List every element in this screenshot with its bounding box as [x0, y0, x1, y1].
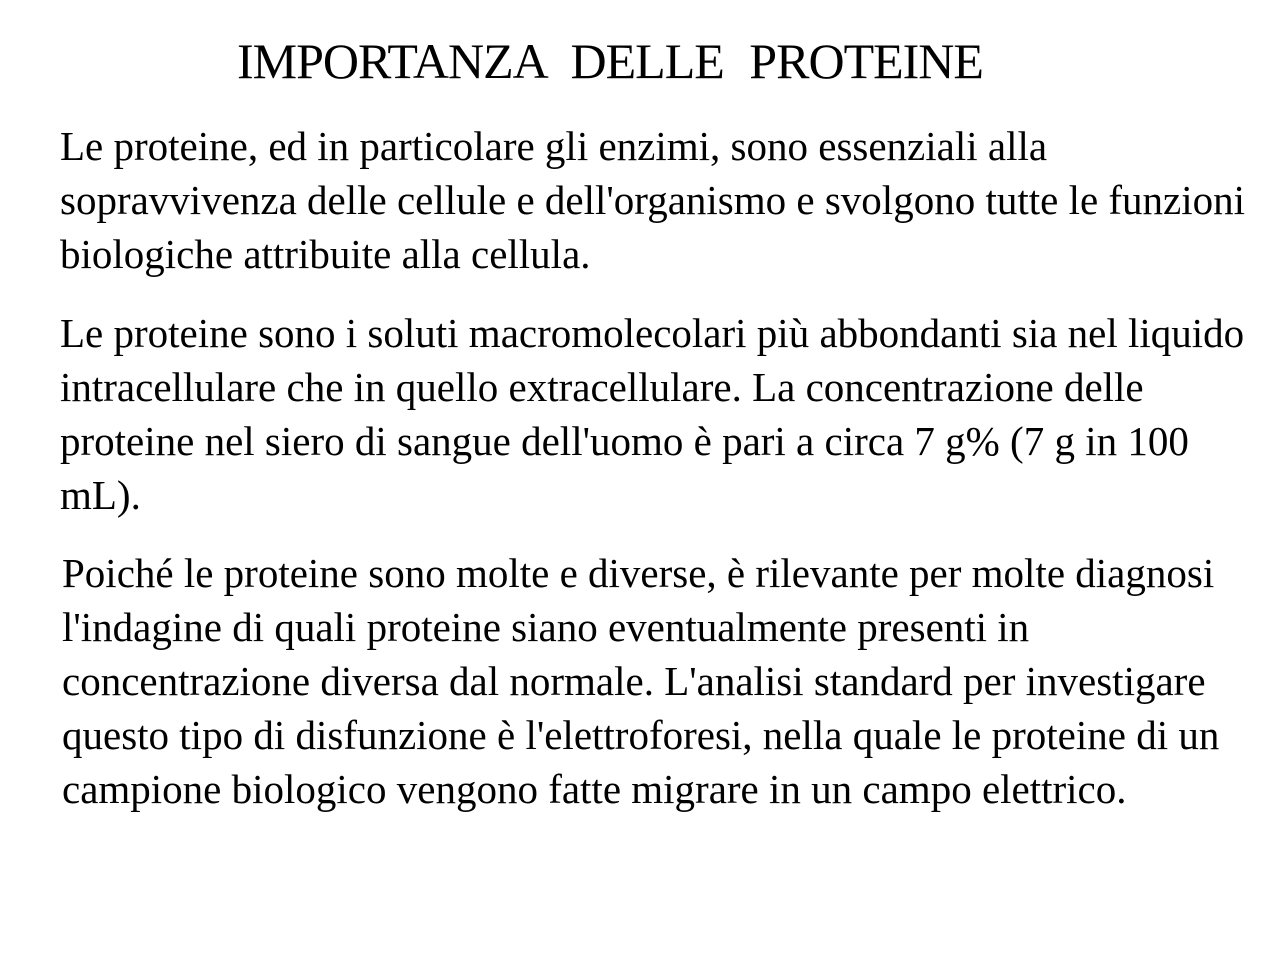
paragraph-concentration: Le proteine sono i soluti macromolecolari più abbondanti sia nel liquido intracellulare che in quello extracellulare. La concentrazione delle proteine nel siero di sangue dell'uomo è pari a circa 7 g% (7 g in 100 mL).	[60, 310, 1245, 518]
slide-title: IMPORTANZA DELLE PROTEINE	[237, 33, 983, 89]
paragraph-enzymes: Le proteine, ed in particolare gli enzimi, sono essenziali alla sopravvivenza delle cellule e dell'organismo e svolgono tutte le funzioni biologiche attribuite alla cellula.	[60, 123, 1246, 277]
paragraph-electrophoresis: Poiché le proteine sono molte e diverse, è rilevante per molte diagnosi l'indagine di quali proteine siano eventualmente presenti in concentrazione diversa dal normale. L'analisi standard per investigare questo tipo di disfunzione è l'elettroforesi, nella quale le proteine di un campione biologico vengono fatte migrare in un campo elettrico.	[62, 550, 1220, 812]
